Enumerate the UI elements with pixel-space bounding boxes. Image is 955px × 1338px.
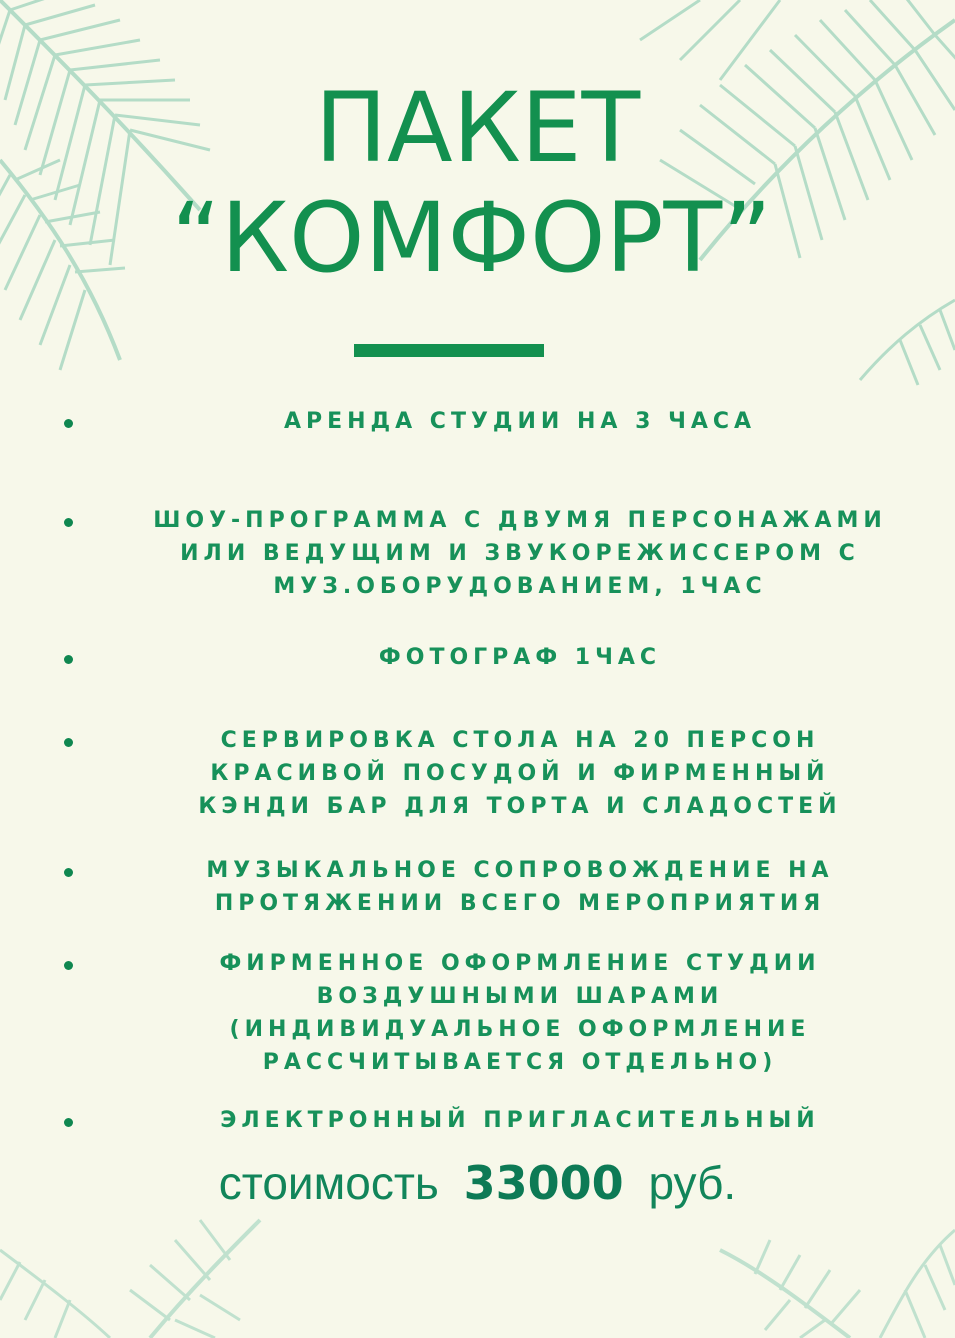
bullet-icon (64, 655, 73, 664)
list-item-text: МУЗЫКАЛЬНОЕ СОПРОВОЖДЕНИЕ НА ПРОТЯЖЕНИИ ВСЕГО МЕРОПРИЯТИЯ (206, 858, 834, 916)
list-item-text: ФОТОГРАФ 1ЧАС (378, 645, 662, 670)
list-item-text: СЕРВИРОВКА СТОЛА НА 20 ПЕРСОН КРАСИВОЙ ПОСУДОЙ И ФИРМЕННЫЙ КЭНДИ БАР ДЛЯ ТОРТА И СЛАДОСТЕЙ (198, 728, 842, 819)
bullet-icon (64, 961, 73, 970)
price-amount: 33000 (463, 1156, 624, 1210)
list-item-text: ШОУ-ПРОГРАММА С ДВУМЯ ПЕРСОНАЖАМИ ИЛИ ВЕДУЩИМ И ЗВУКОРЕЖИССЕРОМ С МУЗ.ОБОРУДОВАНИЕМ, 1ЧАС (153, 508, 887, 599)
list-item-text: АРЕНДА СТУДИИ НА 3 ЧАСА (283, 409, 757, 434)
bullet-icon (64, 738, 73, 747)
bullet-icon (64, 868, 73, 877)
price-currency: руб. (648, 1157, 737, 1209)
list-item-text: ФИРМЕННОЕ ОФОРМЛЕНИЕ СТУДИИ ВОЗДУШНЫМИ ШАРАМИ (ИНДИВИДУАЛЬНОЕ ОФОРМЛЕНИЕ РАССЧИТЫВАЕТСЯ ОТДЕЛЬНО) (219, 951, 821, 1075)
bullet-icon (64, 1118, 73, 1127)
bullet-icon (64, 518, 73, 527)
title-divider (354, 344, 544, 357)
palm-leaf-bottom-icon (0, 1220, 955, 1338)
price-line (0, 1156, 955, 1210)
package-title-line2: “КОМФОРТ” (171, 182, 772, 294)
package-title-line1: ПАКЕТ (314, 72, 641, 184)
list-item-text: ЭЛЕКТРОННЫЙ ПРИГЛАСИТЕЛЬНЫЙ (220, 1108, 820, 1133)
price-label: стоимость (218, 1157, 439, 1209)
bullet-icon (64, 419, 73, 428)
